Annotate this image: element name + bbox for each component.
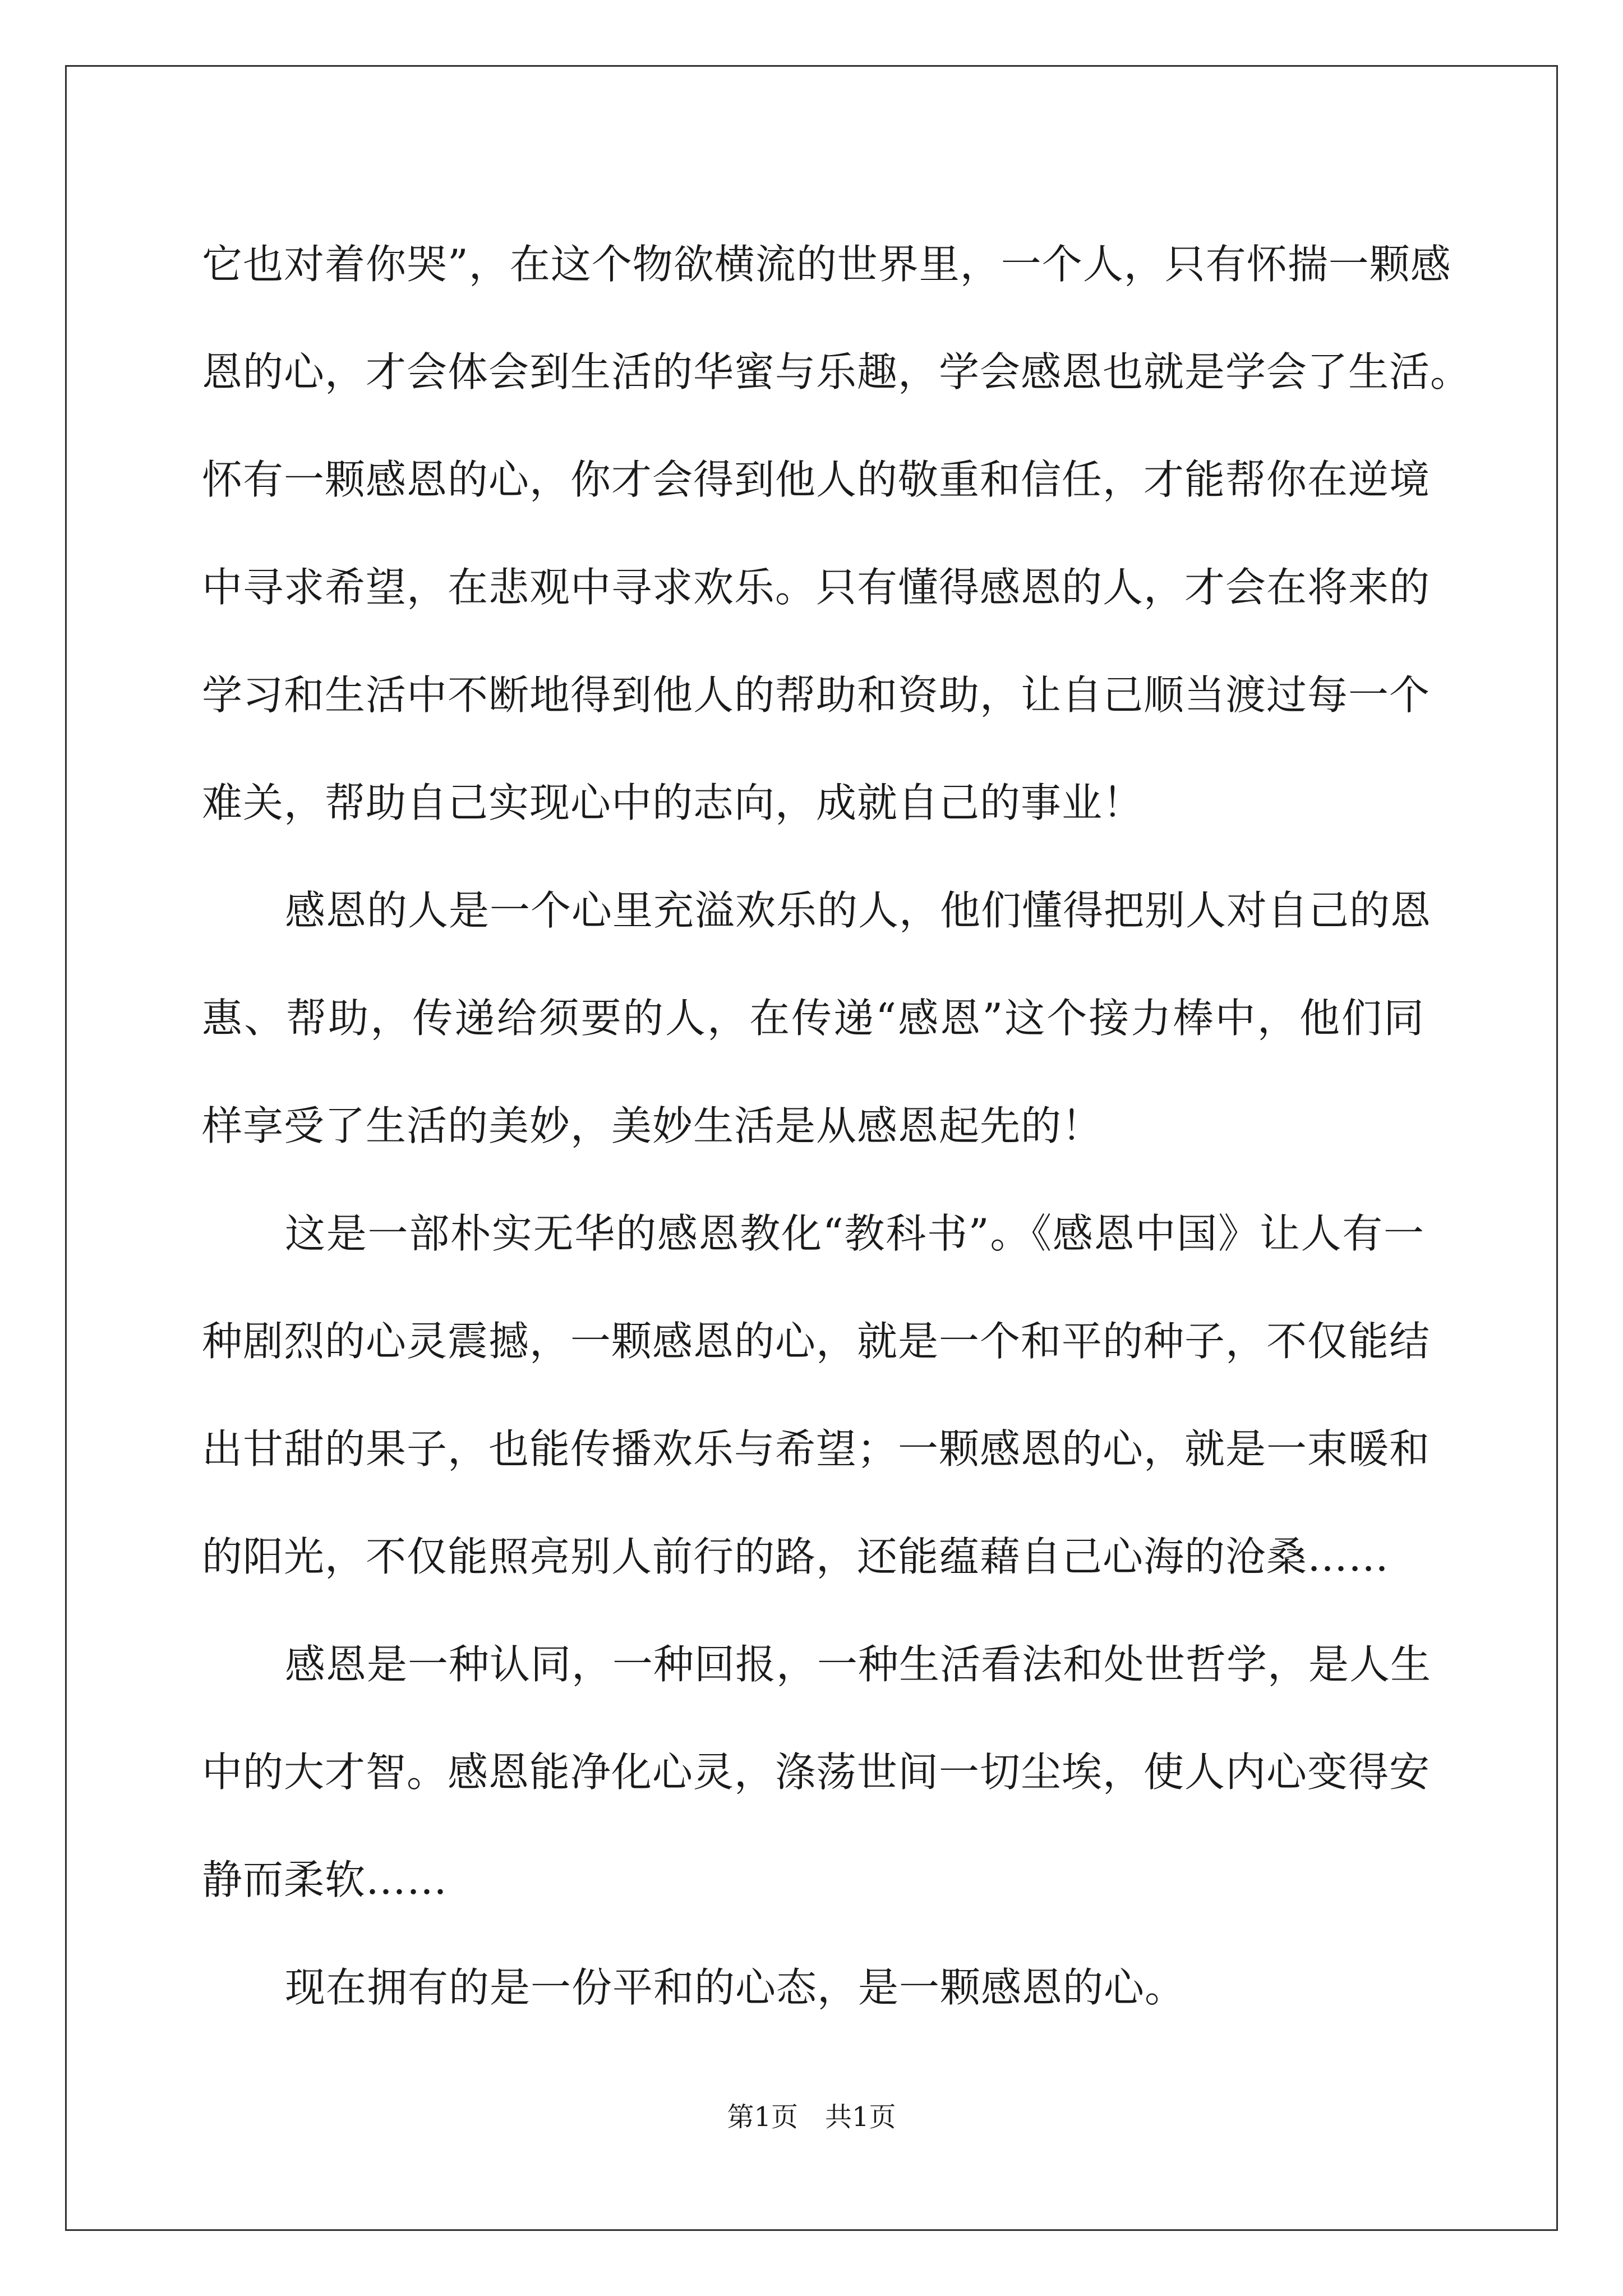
paragraph-line: 恩的心，才会体会到生活的华蜜与乐趣，学会感恩也就是学会了生活。 (202, 348, 1472, 395)
page-footer: 第1页 共1页 (727, 2101, 896, 2133)
paragraph-line: 样享受了生活的美妙，美妙生活是从感恩起先的！ (202, 1102, 1103, 1149)
paragraph-line: 静而柔软…… (202, 1856, 448, 1903)
paragraph-line: 出甘甜的果子，也能传播欢乐与希望；一颗感恩的心，就是一束暖和 (202, 1425, 1431, 1473)
paragraph-line: 现在拥有的是一份平和的心态，是一颗感恩的心。 (285, 1964, 1186, 2011)
paragraph (202, 210, 1472, 857)
paragraph-line: 怀有一颗感恩的心，你才会得到他人的敬重和信任，才能帮你在逆境 (202, 456, 1431, 503)
document-body (202, 210, 1472, 2041)
paragraph-line: 这是一部朴实无华的感恩教化“教科书”。《感恩中国》让人有一 (285, 1210, 1424, 1257)
paragraph-line: 它也对着你哭”，在这个物欲横流的世界里，一个人，只有怀揣一颗感 (202, 241, 1451, 288)
paragraph-line: 种剧烈的心灵震撼，一颗感恩的心，就是一个和平的种子，不仅能结 (202, 1318, 1431, 1365)
paragraph-line: 中寻求希望，在悲观中寻求欢乐。只有懂得感恩的人，才会在将来的 (202, 564, 1431, 611)
paragraph-line: 难关，帮助自己实现心中的志向，成就自己的事业！ (202, 779, 1144, 826)
paragraph (202, 1934, 1424, 2041)
paragraph (202, 1180, 1431, 1611)
paragraph (202, 857, 1432, 1180)
paragraph-line: 的阳光，不仅能照亮别人前行的路，还能蕴藉自己心海的沧桑…… (202, 1533, 1390, 1580)
paragraph-line: 感恩的人是一个心里充溢欢乐的人，他们懂得把别人对自己的恩 (285, 887, 1432, 934)
paragraph (202, 1611, 1432, 1934)
paragraph-line: 中的大才智。感恩能净化心灵，涤荡世间一切尘埃，使人内心变得安 (202, 1749, 1431, 1796)
paragraph-line: 学习和生活中不断地得到他人的帮助和资助，让自己顺当渡过每一个 (202, 671, 1431, 719)
paragraph-line: 惠、帮助，传递给须要的人，在传递“感恩”这个接力棒中，他们同 (202, 995, 1424, 1042)
paragraph-line: 感恩是一种认同，一种回报，一种生活看法和处世哲学，是人生 (285, 1641, 1432, 1688)
